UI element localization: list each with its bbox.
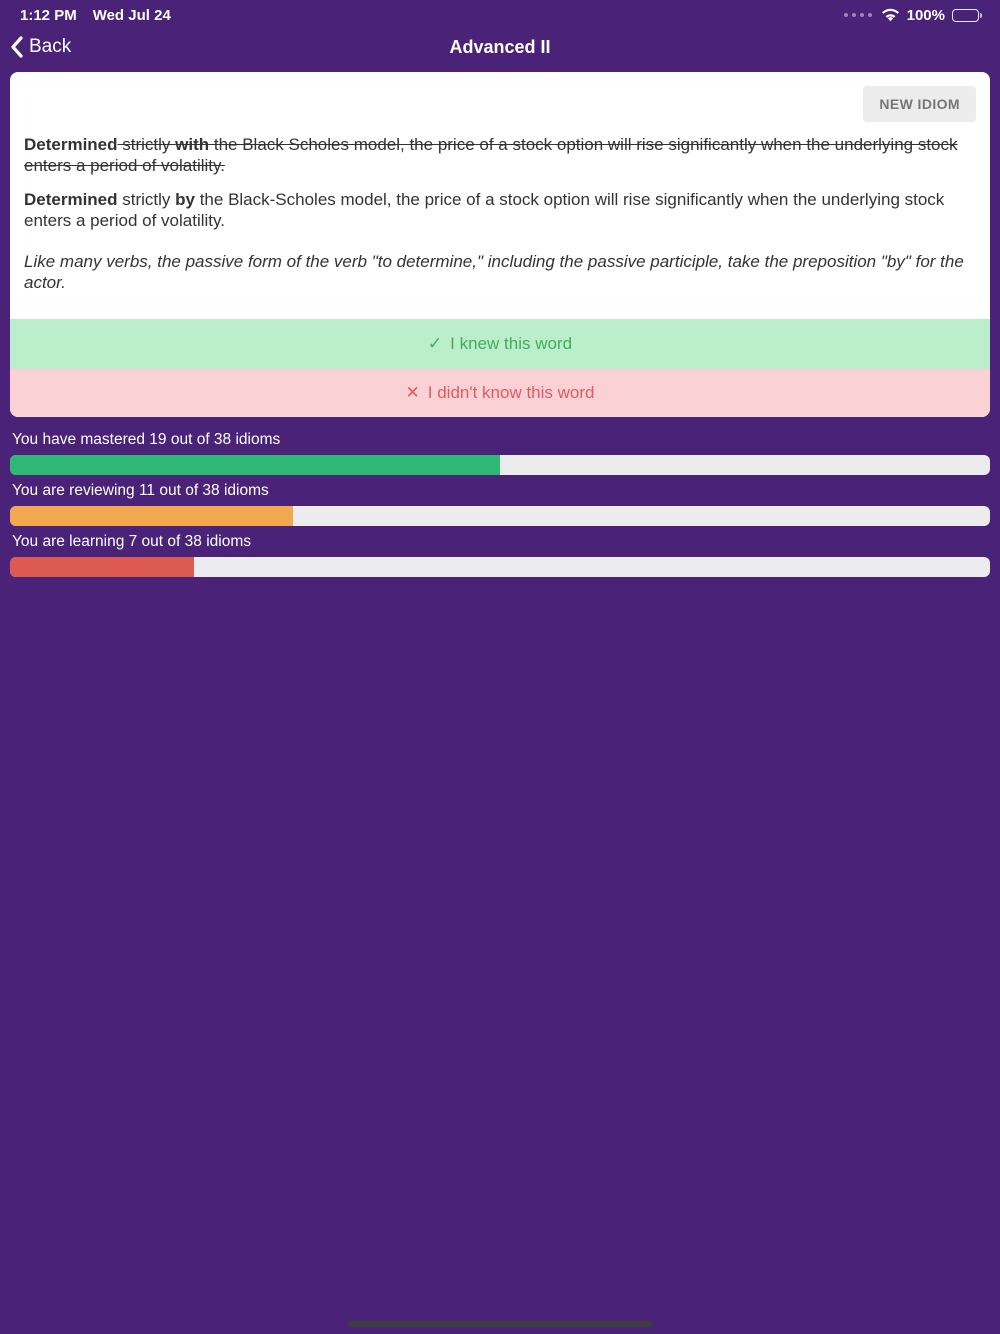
learning-progress-bar [10, 557, 990, 577]
incorrect-sentence [24, 134, 976, 177]
reviewing-progress-bar [10, 506, 990, 526]
cross-icon: ✕ [405, 383, 420, 403]
reviewing-progress-label: You are reviewing 11 out of 38 idioms [12, 482, 269, 500]
incorrect-sentence-struck-bold: with [175, 135, 210, 154]
reviewing-progress-group [10, 482, 990, 526]
mastered-progress-label: You have mastered 19 out of 38 idioms [12, 431, 281, 449]
page-title: Advanced II [449, 36, 551, 57]
learning-progress-fill [10, 557, 194, 577]
correct-sentence-lead: Determined [24, 189, 118, 209]
incorrect-sentence-lead: Determined [24, 135, 118, 154]
learning-progress-label: You are learning 7 out of 38 idioms [12, 533, 251, 551]
battery-icon [952, 9, 982, 22]
learning-progress-group [10, 533, 990, 577]
correct-sentence-bold: by [175, 189, 195, 209]
correct-sentence [24, 189, 976, 232]
correct-sentence-mid: strictly [117, 189, 176, 209]
status-bar [0, 0, 1000, 28]
incorrect-sentence-struck-post: the Black Scholes model, the price of a stock option will rise significantly when the underlying stock enters a period of volatility. [24, 135, 958, 176]
battery-percent: 100% [906, 6, 945, 24]
knew-word-button[interactable] [10, 319, 990, 369]
didnt-know-word-button-label: I didn't know this word [427, 383, 595, 403]
back-button-label: Back [29, 36, 72, 57]
mastered-progress-group [10, 431, 990, 475]
correct-sentence-rest: the Black-Scholes model, the price of a stock option will rise significantly when the underlying stock enters a period of volatility. [24, 189, 945, 231]
check-icon: ✓ [427, 334, 443, 354]
cellular-signal-icon [844, 13, 872, 17]
incorrect-sentence-struck-pre: strictly [117, 135, 176, 154]
flashcard [10, 72, 990, 417]
mastered-progress-bar [10, 455, 990, 475]
usage-explanation: Like many verbs, the passive form of the verb "to determine," including the passive participle, take the preposition "by" for the actor. [24, 251, 964, 293]
status-date: Wed Jul 24 [92, 6, 171, 24]
progress-section [10, 431, 990, 577]
mastered-progress-fill [10, 455, 500, 475]
knew-word-button-label: I knew this word [450, 334, 573, 354]
home-indicator[interactable] [347, 1321, 653, 1327]
status-time: 1:12 PM [20, 6, 77, 24]
didnt-know-word-button[interactable] [10, 369, 990, 417]
back-button[interactable] [10, 28, 71, 66]
chevron-left-icon [10, 36, 23, 58]
navigation-bar [0, 28, 1000, 66]
new-idiom-button[interactable]: NEW IDIOM [863, 86, 976, 122]
reviewing-progress-fill [10, 506, 293, 526]
wifi-icon [881, 8, 900, 22]
